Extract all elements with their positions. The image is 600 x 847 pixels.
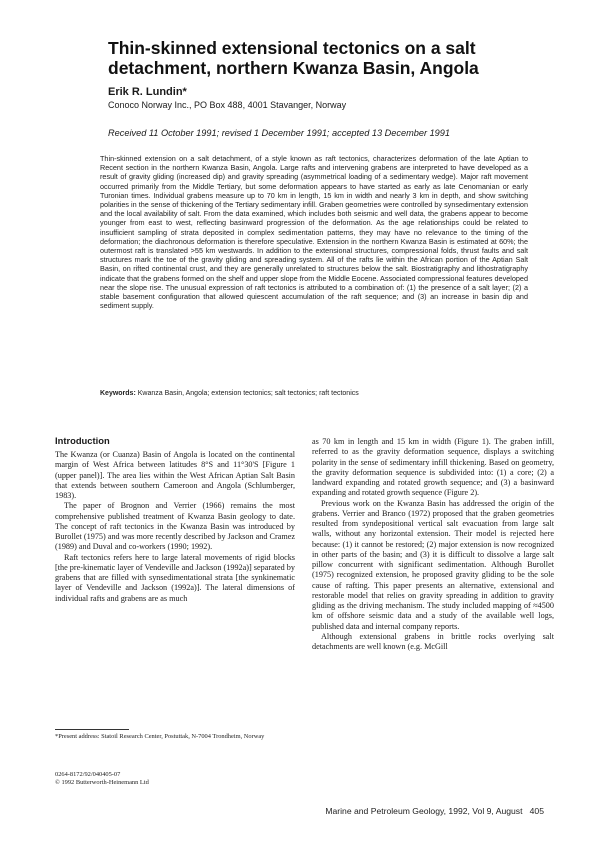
publisher-codes (55, 771, 295, 787)
received-dates: Received 11 October 1991; revised 1 December 1991; accepted 13 December 1991 (108, 128, 451, 138)
journal-footer (290, 806, 544, 816)
author-affiliation: Conoco Norway Inc., PO Box 488, 4001 Stavanger, Norway (108, 100, 347, 110)
abstract: Thin-skinned extension on a salt detachment, of a style known as raft tectonics, characterizes deformation of the late Aptian to Recent section in the northern Kwanza Basin, Angola. Large rafts and intervening grabens are interpreted to have developed as a result of gravity gliding (increased dip) and gravity spreading (asymmetrical loading of a sedimentary wedge). Major raft movement occurred primarily from the Middle Tertiary, but some deformation appears to have started as early as late Cenomanian or early Turonian times. Individual grabens measure up to 70 km in length, 15 km in width and nearly 3 km in depth, and show switching polarities in the sense of thickening of the Tertiary sedimentary infill. Graben geometries were controlled by synsedimentary extension and the local availability of salt. From the data examined, which includes both seismic and well data, the grabens appear to become younger from east to west, reflecting basinward progression of the deformation. As the age relationships could be related to insufficient sampling of strata deposited in complex sedimentation patterns, they may have no relevance to the timing of the deformation; the diachronous deformation is therefore speculative. Extension in the northern Kwanza Basin is estimated at 60%; the outermost raft is translated >55 km westwards. In addition to the extensional structures, compressional folds, thrust faults and salt structures mark the toe of the gravity gliding and spreading system. All of the rafts lie within the African portion of the Aptian Salt Basin, on rifted continental crust, and they are generally unrelated to structures below the salt. Biostratigraphy and lithostratigraphy indicate that the grabens formed on the shelf and upper slope from the Middle Eocene. Associated compressional features developed near the slope rise. The unusual expression of raft tectonics is attributed to a combination of: (1) the presence of a salt layer; (2) a stable basement configuration that allowed quiescent accumulation of the raft sequence; and (3) an increase in basin dip and sediment supply. (100, 154, 528, 311)
intro-paragraph-6: Although extensional grabens in brittle rocks overlying salt detachments are well known (e.g. McGill (312, 631, 554, 651)
journal-citation: Marine and Petroleum Geology, 1992, Vol 9, August (325, 806, 523, 816)
intro-paragraph-4: as 70 km in length and 15 km in width (Figure 1). The graben infill, referred to as the gravity deformation sequence, displays a switching polarity in the sense of sedimentary infill thickening. Based on geometry, the gravity deformation sequence is subdivided into: (1) a core; (2) a landward expanding and rotated growth sequence; and (3) a basinward expanding and rotated growth sequence (Figure 2). (312, 437, 554, 498)
keywords (100, 389, 528, 398)
keywords-text: Kwanza Basin, Angola; extension tectonics; salt tectonics; raft tectonics (137, 390, 359, 397)
issn-code: 0264-8172/92/040405-07 (55, 771, 121, 778)
keywords-label: Keywords: (100, 390, 136, 397)
paper-title: Thin-skinned extensional tectonics on a salt detachment, northern Kwanza Basin, Angola (108, 38, 479, 78)
introduction-heading: Introduction (55, 435, 110, 446)
copyright-line: © 1992 Butterworth-Heinemann Ltd (55, 779, 149, 786)
footnote: *Present address: Statoil Research Center, Postuttak, N-7004 Trondheim, Norway (55, 733, 265, 740)
intro-paragraph-3: Raft tectonics refers here to large lateral movements of rigid blocks [the pre-kinematic layer of Vendeville and Jackson (1992a)] separated by grabens that are filled with synsedimentational strata [the synkinematic layer of Vendeville and Jackson (1992a)]. The lateral dimensions of individual rafts and grabens are as much (55, 552, 295, 603)
intro-paragraph-2: The paper of Brognon and Verrier (1966) remains the most comprehensive published treatment of Kwanza Basin geology to date. The concept of raft tectonics in the Kwanza Basin was introduced by Burollet (1975) and was more recently described by Jackson and Cramez (1989) and Duval and co-workers (1990; 1992). (55, 501, 295, 552)
intro-paragraph-5: Previous work on the Kwanza Basin has addressed the origin of the grabens. Verrier and Branco (1972) proposed that the graben geometries resulted from syndepositional vertical salt evacuation from large salt walls, without any horizontal extension. Their model is rejected here because: (1) it cannot be restored; (2) major extension is now recognized in other parts of the basin; and (3) it is difficult to dissolve a large salt pillow concurrent with significant sedimentation. Although Burollet (1975) recognized extension, he proposed gravity gliding to be the sole cause of rafting. This paper presents an alternative, extensional and restorable model that relies on gravity spreading in addition to gravity gliding as the driving mechanism. The study included mapping of ≈4500 km of offshore seismic data and a study of the available well logs, published data and internal company reports. (312, 498, 554, 631)
footnote-divider (55, 729, 129, 730)
left-column (55, 450, 295, 604)
page-number: 405 (529, 806, 544, 816)
author-name: Erik R. Lundin* (108, 86, 187, 98)
right-column (312, 437, 554, 652)
intro-paragraph-1: The Kwanza (or Cuanza) Basin of Angola is located on the continental margin of West Africa between latitudes 8°S and 11°30'S [Figure 1 (upper panel)]. The area lies within the West African Aptian Salt Basin that extends between southern Cameroon and Angola (Schlumberger, 1983). (55, 450, 295, 500)
